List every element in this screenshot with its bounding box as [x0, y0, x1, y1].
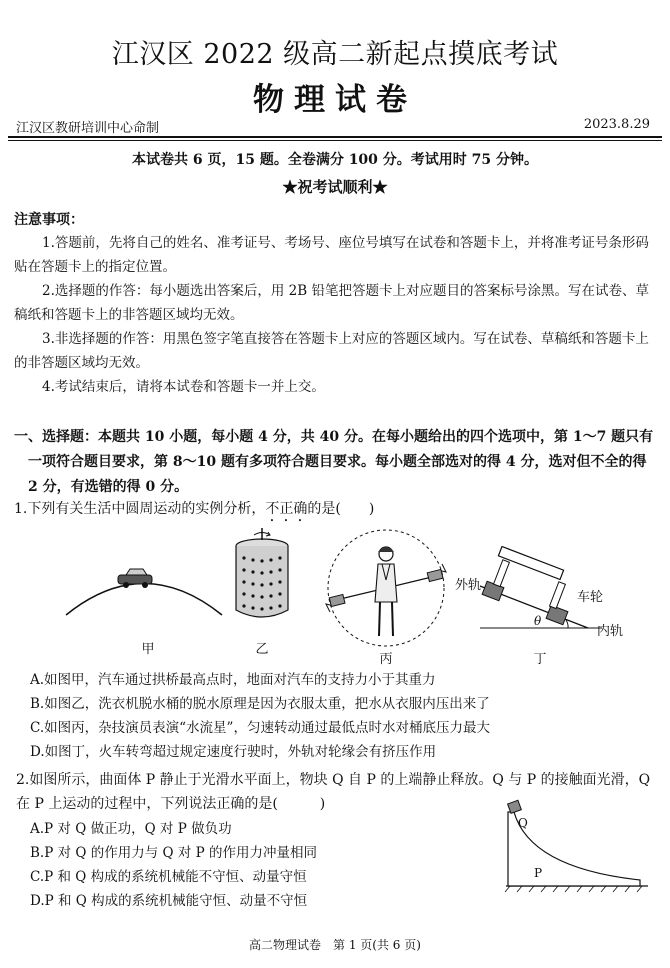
- q2-option-c: C.P 和 Q 构成的系统机械能不守恒、动量守恒: [30, 869, 307, 885]
- figure-spin-drum: [226, 528, 298, 628]
- note-item-3: 3.非选择题的作答：用黑色签字笔直接答在答题卡上对应的答题区域内。写在试卷、草稿纸和答题卡上的非答题区域均无效。: [14, 331, 649, 371]
- header-rule: [8, 136, 662, 138]
- q1-option-c: C.如图丙，杂技演员表演“水流星”，匀速转动通过最低点时水对桶底压力最大: [30, 720, 490, 736]
- label-wheel: 车轮: [577, 590, 604, 605]
- caption-yi: 乙: [255, 642, 269, 657]
- q1-stem-b: 的是( ): [307, 501, 375, 517]
- section1-intro: 一、选择题：本题共 10 小题，每小题 4 分，共 40 分。在每小题给出的四个选项中，第 1～7 题只有一项符合题目要求，第 8～10 题有多项符合题目要求。每小题全部选对的得 4 分，选对但不全的得 2 分，有选错的得 0 分。: [14, 429, 654, 495]
- q2-option-d: D.P 和 Q 构成的系统机械能守恒、动量不守恒: [30, 893, 308, 909]
- note-item-4: 4.考试结束后，请将本试卷和答题卡一并上交。: [42, 379, 325, 395]
- exam-date: 2023.8.29: [583, 117, 650, 132]
- figure-curved-slope: [500, 796, 652, 894]
- juggler-figure: [375, 547, 397, 636]
- q2-option-b: B.P 对 Q 的作用力与 Q 对 P 的作用力冲量相同: [30, 845, 318, 861]
- label-outer-rail: 外轨: [455, 578, 482, 593]
- note-item-1: 1.答题前，先将自己的姓名、准考证号、考场号、座位号填写在试卷和答题卡上，并将准考证号条形码贴在答题卡上的指定位置。: [14, 235, 649, 275]
- q1-stem-emphasis: 不正确: [265, 501, 308, 517]
- q1-option-a: A.如图甲，汽车通过拱桥最高点时，地面对汽车的支持力小于其重力: [30, 672, 436, 688]
- q1-option-b: B.如图乙，洗衣机脱水桶的脱水原理是因为衣服太重，把水从衣服内压出来了: [30, 696, 490, 712]
- figure-water-meteor: [322, 524, 450, 652]
- q2-stem: 2.如图所示，曲面体 P 静止于光滑水平面上，物块 Q 自 P 的上端静止释放。Q 与 P 的接触面光滑，Q 在 P 上运动的过程中，下列说法正确的是( ): [16, 772, 651, 812]
- label-inner-rail: 内轨: [597, 624, 624, 639]
- notes-heading: 注意事项：: [14, 212, 84, 228]
- wish-line: ★祝考试顺利★: [282, 178, 388, 196]
- q1-stem-a: 1.下列有关生活中圆周运动的实例分析，: [14, 501, 266, 517]
- caption-ding: 丁: [533, 652, 547, 667]
- exam-title: 江汉区 2022 级高二新起点摸底考试: [111, 39, 559, 70]
- exam-info: 本试卷共 6 页，15 题。全卷满分 100 分。考试用时 75 分钟。: [131, 152, 539, 168]
- figure-arch-bridge: [64, 560, 224, 620]
- note-item-2: 2.选择题的作答：每小题选出答案后，用 2B 铅笔把答题卡上对应题目的答案标号涂黑。写在试卷、草稿纸和答题卡上的非答题区域均无效。: [14, 283, 649, 323]
- subject-title: 物理试卷: [253, 82, 417, 118]
- issuer: 江汉区教研培训中心命制: [16, 121, 160, 136]
- q1-option-d: D.如图丁，火车转弯超过规定速度行驶时，外轨对轮缘会有挤压作用: [30, 744, 437, 760]
- caption-bing: 丙: [379, 652, 393, 667]
- header-rule-thin: [8, 140, 662, 141]
- caption-jia: 甲: [141, 642, 155, 657]
- q2-option-a: A.P 对 Q 做正功，Q 对 P 做负功: [30, 821, 232, 837]
- q1-stem: [14, 497, 374, 525]
- car-icon: [118, 569, 152, 588]
- page-footer: 高二物理试卷 第 1 页(共 6 页): [249, 938, 421, 952]
- label-p: P: [534, 866, 543, 880]
- label-q: Q: [518, 816, 528, 830]
- label-theta: θ: [534, 614, 542, 628]
